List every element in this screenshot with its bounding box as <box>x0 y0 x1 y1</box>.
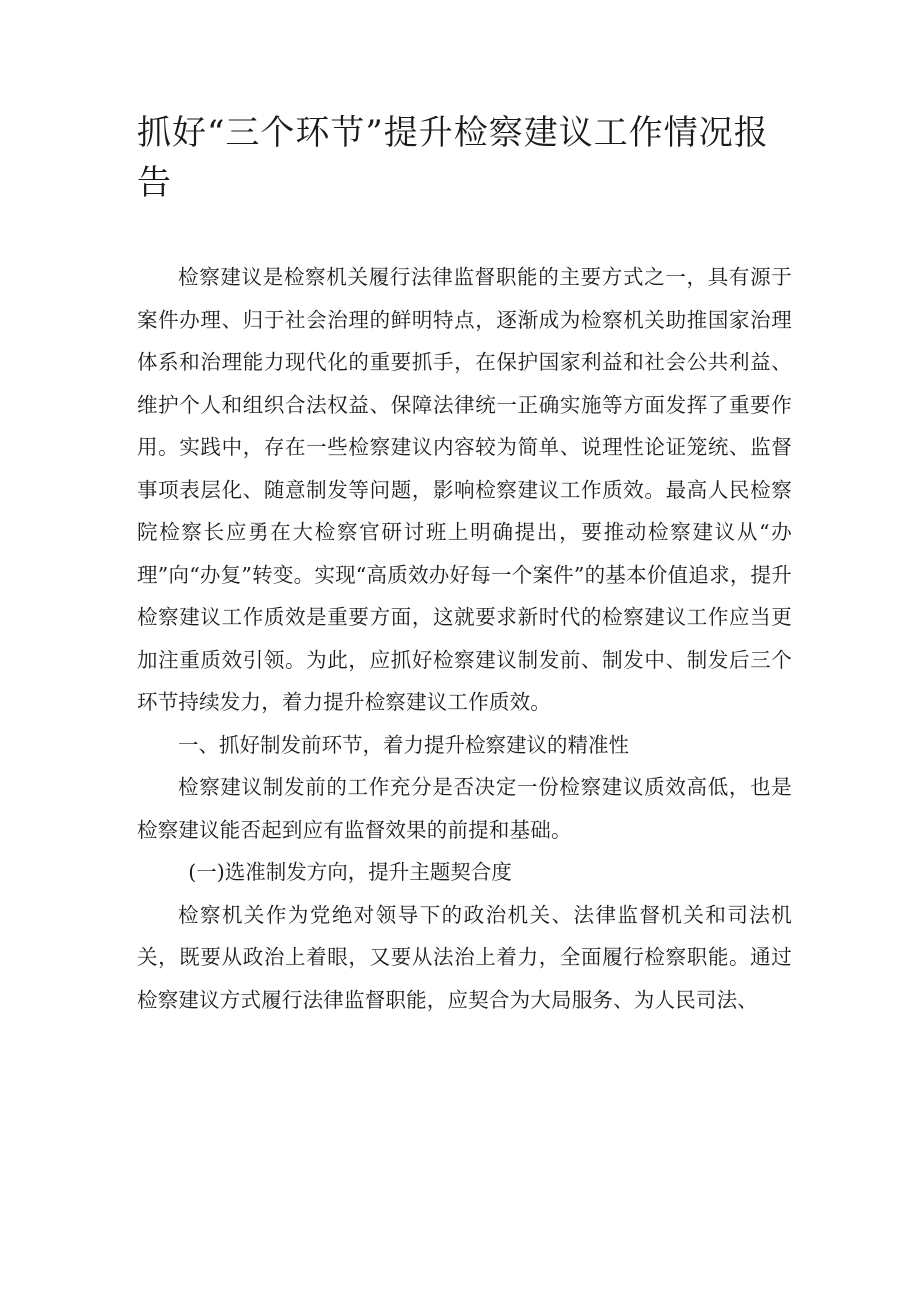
section-1-paragraph: 检察建议制发前的工作充分是否决定一份检察建议质效高低，也是检察建议能否起到应有监督效果的前提和基础。 <box>137 775 792 842</box>
section-1-heading: 一、抓好制发前环节，着力提升检察建议的精准性 <box>178 732 629 757</box>
intro-paragraph: 检察建议是检察机关履行法律监督职能的主要方式之一，具有源于案件办理、归于社会治理的鲜明特点，逐渐成为检察机关助推国家治理体系和治理能力现代化的重要抓手，在保护国家利益和社会公共利益、维护个人和组织合法权益、保障法律统一正确实施等方面发挥了重要作用。实践中，存在一些检察建议内容较为简单、说理性论证笼统、监督事项表层化、随意制发等问题，影响检察建议工作质效。最高人民检察院检察长应勇在大检察官研讨班上明确提出，要推动检察建议从“办理”向“办复”转变。实现“高质效办好每一个案件”的基本价值追求，提升检察建议工作质效是重要方面，这就要求新时代的检察建议工作应当更加注重质效引领。为此，应抓好检察建议制发前、制发中、制发后三个环节持续发力，着力提升检察建议工作质效。 <box>137 265 792 714</box>
document-title: 抓好“三个环节”提升检察建议工作情况报告 <box>137 113 769 203</box>
document-body <box>137 256 792 1021</box>
subsection-1-paragraph: 检察机关作为党绝对领导下的政治机关、法律监督机关和司法机关，既要从政治上着眼，又要从法治上着力，全面履行检察职能。通过检察建议方式履行法律监督职能，应契合为大局服务、为人民司法、 <box>137 902 792 1012</box>
subsection-1-heading: (一)选准制发方向，提升主题契合度 <box>188 860 512 884</box>
